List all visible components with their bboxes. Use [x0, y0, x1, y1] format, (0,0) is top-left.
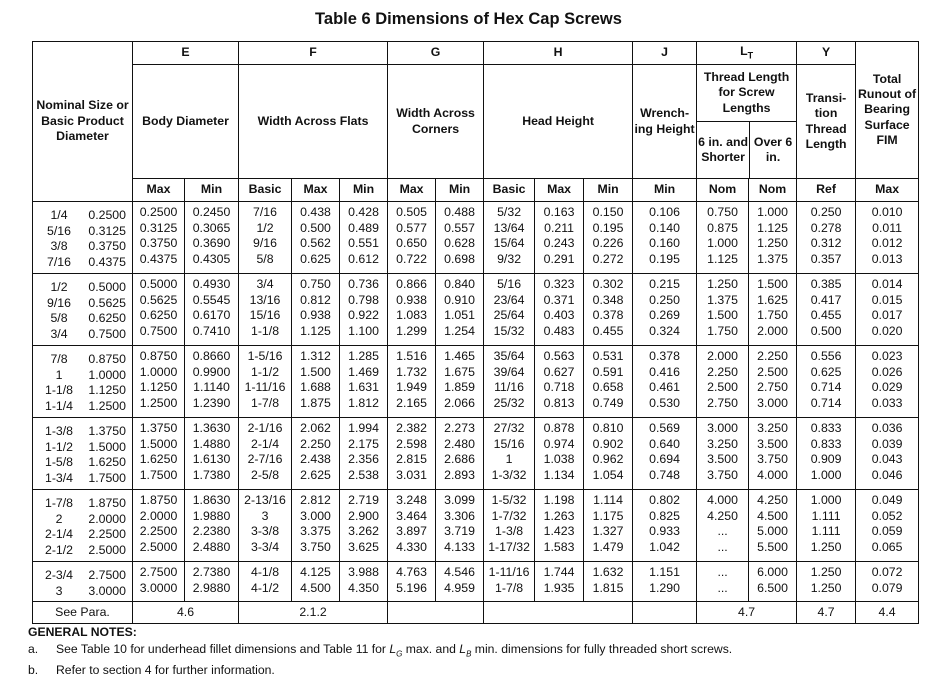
- nominal-fraction: 1-3/8 1-1/2 1-5/8 1-3/4: [44, 424, 74, 485]
- e-min-cell: 0.8660 0.9900 1.1140 1.2390: [185, 346, 239, 418]
- h-max-cell: 0.563 0.627 0.718 0.813: [535, 346, 584, 418]
- dimensions-table: [32, 41, 919, 624]
- y-ref-cell: 1.250 1.250: [797, 562, 856, 602]
- note-a-pre: See Table 10 for underhead fillet dimensions and Table 11 for: [56, 641, 390, 656]
- note-a-post: min. dimensions for fully threaded short screws.: [471, 641, 733, 656]
- nominal-size-values: [33, 421, 132, 486]
- nominal-decimal: 0.8750 1.0000 1.1250 1.2500: [88, 352, 126, 413]
- h-min-cell: 1.632 1.815: [584, 562, 633, 602]
- f-max-header: Max: [292, 179, 340, 202]
- nominal-decimal: 0.5000 0.5625 0.6250 0.7500: [88, 280, 126, 341]
- f-max-cell: 2.062 2.250 2.438 2.625: [292, 418, 340, 490]
- e-max-cell: 1.3750 1.5000 1.6250 1.7500: [133, 418, 185, 490]
- lt-long-cell: 6.000 6.500: [749, 562, 797, 602]
- f-min-header: Min: [340, 179, 388, 202]
- h-max-cell: 0.163 0.211 0.243 0.291: [535, 202, 584, 274]
- table-row: [33, 562, 919, 602]
- footer-see-para: See Para.: [33, 602, 133, 624]
- j-name-header: Wrench-ing Height: [633, 65, 697, 179]
- nominal-size-values: [33, 205, 132, 270]
- g-max-cell: 0.866 0.938 1.083 1.299: [388, 274, 436, 346]
- g-min-header: Min: [436, 179, 484, 202]
- e-max-cell: 2.7500 3.0000: [133, 562, 185, 602]
- lt-nom-long-header: Nom: [749, 179, 797, 202]
- lt-long-cell: 2.250 2.500 2.750 3.000: [749, 346, 797, 418]
- lt-title: Thread Length for Screw Lengths: [697, 65, 796, 122]
- j-letter-header: J: [633, 42, 697, 65]
- nominal-size-values: [33, 565, 132, 599]
- h-basic-header: Basic: [484, 179, 535, 202]
- f-min-cell: 1.285 1.469 1.631 1.812: [340, 346, 388, 418]
- nominal-size-header: Nominal Size or Basic Product Diameter: [33, 42, 133, 202]
- nominal-size-cell: [33, 418, 133, 490]
- g-name-header: Width Across Corners: [388, 65, 484, 179]
- g-min-cell: 1.465 1.675 1.859 2.066: [436, 346, 484, 418]
- e-min-cell: 0.2450 0.3065 0.3690 0.4305: [185, 202, 239, 274]
- nominal-size-cell: [33, 202, 133, 274]
- j-min-cell: 0.106 0.140 0.160 0.195: [633, 202, 697, 274]
- nominal-fraction: 2-3/4 3: [44, 568, 74, 598]
- f-letter-header: F: [239, 42, 388, 65]
- fim-name-header: Total Runout of Bearing Surface FIM: [856, 42, 919, 179]
- lt-long-cell: 1.000 1.125 1.250 1.375: [749, 202, 797, 274]
- e-name-header: Body Diameter: [133, 65, 239, 179]
- lt-short-cell: 4.000 4.250 ... ...: [697, 490, 749, 562]
- fim-max-header: Max: [856, 179, 919, 202]
- f-basic-cell: 2-13/16 3 3-3/8 3-3/4: [239, 490, 292, 562]
- nominal-fraction: 1/4 5/16 3/8 7/16: [47, 208, 71, 269]
- lt-long-cell: 4.250 4.500 5.000 5.500: [749, 490, 797, 562]
- j-min-cell: 0.215 0.250 0.269 0.324: [633, 274, 697, 346]
- y-ref-cell: 0.556 0.625 0.714 0.714: [797, 346, 856, 418]
- e-max-cell: 0.5000 0.5625 0.6250 0.7500: [133, 274, 185, 346]
- g-max-cell: 0.505 0.577 0.650 0.722: [388, 202, 436, 274]
- h-basic-cell: 35/64 39/64 11/16 25/32: [484, 346, 535, 418]
- j-min-header: Min: [633, 179, 697, 202]
- note-b: [28, 662, 732, 679]
- h-max-header: Max: [535, 179, 584, 202]
- nominal-size-cell: [33, 346, 133, 418]
- footer-lt-para: 4.7: [697, 602, 797, 624]
- lt-letter-header: [697, 42, 797, 65]
- nominal-size-values: [33, 493, 132, 558]
- h-max-cell: 0.878 0.974 1.038 1.134: [535, 418, 584, 490]
- fim-max-cell: 0.036 0.039 0.043 0.046: [856, 418, 919, 490]
- lt-short-cell: 2.000 2.250 2.500 2.750: [697, 346, 749, 418]
- footer-j-para: [633, 602, 697, 624]
- e-min-cell: 2.7380 2.9880: [185, 562, 239, 602]
- f-min-cell: 0.736 0.798 0.922 1.100: [340, 274, 388, 346]
- e-max-cell: 0.8750 1.0000 1.1250 1.2500: [133, 346, 185, 418]
- note-a-mid: max. and: [402, 641, 460, 656]
- lt-short-cell: 0.750 0.875 1.000 1.125: [697, 202, 749, 274]
- nominal-fraction: 1/2 9/16 5/8 3/4: [47, 280, 71, 341]
- table-row: [33, 346, 919, 418]
- j-min-cell: 0.569 0.640 0.694 0.748: [633, 418, 697, 490]
- footer-g-para: [388, 602, 484, 624]
- nominal-decimal: 1.3750 1.5000 1.6250 1.7500: [88, 424, 126, 485]
- h-basic-cell: 1-11/16 1-7/8: [484, 562, 535, 602]
- f-basic-cell: 2-1/16 2-1/4 2-7/16 2-5/8: [239, 418, 292, 490]
- f-basic-header: Basic: [239, 179, 292, 202]
- f-max-cell: 4.125 4.500: [292, 562, 340, 602]
- lt-name-header: [697, 65, 797, 179]
- note-a-lg-sub: G: [396, 648, 403, 658]
- f-max-cell: 0.438 0.500 0.562 0.625: [292, 202, 340, 274]
- table-row: [33, 490, 919, 562]
- lt-short-header: 6 in. and Shorter: [697, 122, 750, 178]
- h-min-cell: 1.114 1.175 1.327 1.479: [584, 490, 633, 562]
- y-ref-cell: 0.833 0.833 0.909 1.000: [797, 418, 856, 490]
- lt-long-header: Over 6 in.: [753, 134, 793, 164]
- nominal-fraction: 1-7/8 2 2-1/4 2-1/2: [44, 496, 74, 557]
- y-ref-cell: 1.000 1.111 1.111 1.250: [797, 490, 856, 562]
- f-name-header: Width Across Flats: [239, 65, 388, 179]
- nominal-decimal: 2.7500 3.0000: [88, 568, 126, 598]
- g-max-header: Max: [388, 179, 436, 202]
- y-letter-header: Y: [797, 42, 856, 65]
- j-min-cell: 0.802 0.825 0.933 1.042: [633, 490, 697, 562]
- note-b-text: Refer to section 4 for further information.: [56, 663, 275, 678]
- g-min-cell: 3.099 3.306 3.719 4.133: [436, 490, 484, 562]
- e-max-cell: 1.8750 2.0000 2.2500 2.5000: [133, 490, 185, 562]
- y-name-header: Transi-tion Thread Length: [797, 65, 856, 179]
- f-basic-cell: 4-1/8 4-1/2: [239, 562, 292, 602]
- nominal-size-values: [33, 349, 132, 414]
- lt-letter-sub: T: [747, 50, 754, 61]
- nominal-decimal: 0.2500 0.3125 0.3750 0.4375: [88, 208, 126, 269]
- f-basic-cell: 3/4 13/16 15/16 1-1/8: [239, 274, 292, 346]
- note-a: [28, 641, 732, 663]
- f-min-cell: 2.719 2.900 3.262 3.625: [340, 490, 388, 562]
- h-max-cell: 1.198 1.263 1.423 1.583: [535, 490, 584, 562]
- j-min-cell: 0.378 0.416 0.461 0.530: [633, 346, 697, 418]
- f-max-cell: 0.750 0.812 0.938 1.125: [292, 274, 340, 346]
- y-ref-header: Ref: [797, 179, 856, 202]
- h-min-header: Min: [584, 179, 633, 202]
- nominal-size-cell: [33, 490, 133, 562]
- lt-short-cell: ... ...: [697, 562, 749, 602]
- h-name-header: Head Height: [484, 65, 633, 179]
- lt-subheaders: [697, 122, 796, 178]
- h-min-cell: 0.150 0.195 0.226 0.272: [584, 202, 633, 274]
- e-max-header: Max: [133, 179, 185, 202]
- footer-fim-para: 4.4: [856, 602, 919, 624]
- f-min-cell: 1.994 2.175 2.356 2.538: [340, 418, 388, 490]
- j-min-cell: 1.151 1.290: [633, 562, 697, 602]
- table-row: [33, 202, 919, 274]
- lt-long-cell: 1.500 1.625 1.750 2.000: [749, 274, 797, 346]
- note-a-lb-sub: B: [466, 648, 472, 658]
- f-basic-cell: 7/16 1/2 9/16 5/8: [239, 202, 292, 274]
- g-min-cell: 0.840 0.910 1.051 1.254: [436, 274, 484, 346]
- h-min-cell: 0.302 0.348 0.378 0.455: [584, 274, 633, 346]
- h-letter-header: H: [484, 42, 633, 65]
- footer-h-para: [484, 602, 633, 624]
- note-a-lb: L: [459, 641, 467, 656]
- lt-letter: L: [740, 44, 748, 59]
- f-max-cell: 1.312 1.500 1.688 1.875: [292, 346, 340, 418]
- lt-short-cell: 1.250 1.375 1.500 1.750: [697, 274, 749, 346]
- note-a-text: [56, 641, 732, 663]
- h-min-cell: 0.810 0.902 0.962 1.054: [584, 418, 633, 490]
- nominal-fraction: 7/8 1 1-1/8 1-1/4: [44, 352, 74, 413]
- f-max-cell: 2.812 3.000 3.375 3.750: [292, 490, 340, 562]
- g-letter-header: G: [388, 42, 484, 65]
- footer-f-para: 2.1.2: [239, 602, 388, 624]
- g-min-cell: 4.546 4.959: [436, 562, 484, 602]
- fim-max-cell: 0.010 0.011 0.012 0.013: [856, 202, 919, 274]
- table-title: Table 6 Dimensions of Hex Cap Screws: [315, 10, 622, 28]
- e-min-cell: 0.4930 0.5545 0.6170 0.7410: [185, 274, 239, 346]
- general-notes: [28, 624, 732, 679]
- y-ref-cell: 0.250 0.278 0.312 0.357: [797, 202, 856, 274]
- e-min-cell: 1.3630 1.4880 1.6130 1.7380: [185, 418, 239, 490]
- note-a-lg: L: [389, 641, 397, 656]
- table-row: [33, 418, 919, 490]
- g-min-cell: 2.273 2.480 2.686 2.893: [436, 418, 484, 490]
- h-basic-cell: 5/16 23/64 25/64 15/32: [484, 274, 535, 346]
- h-basic-cell: 1-5/32 1-7/32 1-3/8 1-17/32: [484, 490, 535, 562]
- h-min-cell: 0.531 0.591 0.658 0.749: [584, 346, 633, 418]
- f-min-cell: 3.988 4.350: [340, 562, 388, 602]
- y-ref-cell: 0.385 0.417 0.455 0.500: [797, 274, 856, 346]
- e-letter-header: E: [133, 42, 239, 65]
- h-basic-cell: 5/32 13/64 15/64 9/32: [484, 202, 535, 274]
- footer-e-para: 4.6: [133, 602, 239, 624]
- table-row: [33, 274, 919, 346]
- footer-y-para: 4.7: [797, 602, 856, 624]
- f-basic-cell: 1-5/16 1-1/2 1-11/16 1-7/8: [239, 346, 292, 418]
- fim-max-cell: 0.049 0.052 0.059 0.065: [856, 490, 919, 562]
- fim-max-cell: 0.014 0.015 0.017 0.020: [856, 274, 919, 346]
- h-max-cell: 0.323 0.371 0.403 0.483: [535, 274, 584, 346]
- g-max-cell: 1.516 1.732 1.949 2.165: [388, 346, 436, 418]
- nominal-decimal: 1.8750 2.0000 2.2500 2.5000: [88, 496, 126, 557]
- e-min-header: Min: [185, 179, 239, 202]
- fim-max-cell: 0.023 0.026 0.029 0.033: [856, 346, 919, 418]
- g-min-cell: 0.488 0.557 0.628 0.698: [436, 202, 484, 274]
- e-max-cell: 0.2500 0.3125 0.3750 0.4375: [133, 202, 185, 274]
- note-a-label: a.: [28, 641, 39, 656]
- nominal-size-cell: [33, 274, 133, 346]
- nominal-size-cell: [33, 562, 133, 602]
- fim-max-cell: 0.072 0.079: [856, 562, 919, 602]
- h-basic-cell: 27/32 15/16 1 1-3/32: [484, 418, 535, 490]
- g-max-cell: 3.248 3.464 3.897 4.330: [388, 490, 436, 562]
- h-max-cell: 1.744 1.935: [535, 562, 584, 602]
- g-max-cell: 4.763 5.196: [388, 562, 436, 602]
- lt-short-cell: 3.000 3.250 3.500 3.750: [697, 418, 749, 490]
- lt-nom-short-header: Nom: [697, 179, 749, 202]
- e-min-cell: 1.8630 1.9880 2.2380 2.4880: [185, 490, 239, 562]
- notes-heading: GENERAL NOTES:: [28, 625, 137, 639]
- nominal-size-values: [33, 277, 132, 342]
- lt-long-cell: 3.250 3.500 3.750 4.000: [749, 418, 797, 490]
- f-min-cell: 0.428 0.489 0.551 0.612: [340, 202, 388, 274]
- note-b-label: b.: [28, 663, 39, 678]
- g-max-cell: 2.382 2.598 2.815 3.031: [388, 418, 436, 490]
